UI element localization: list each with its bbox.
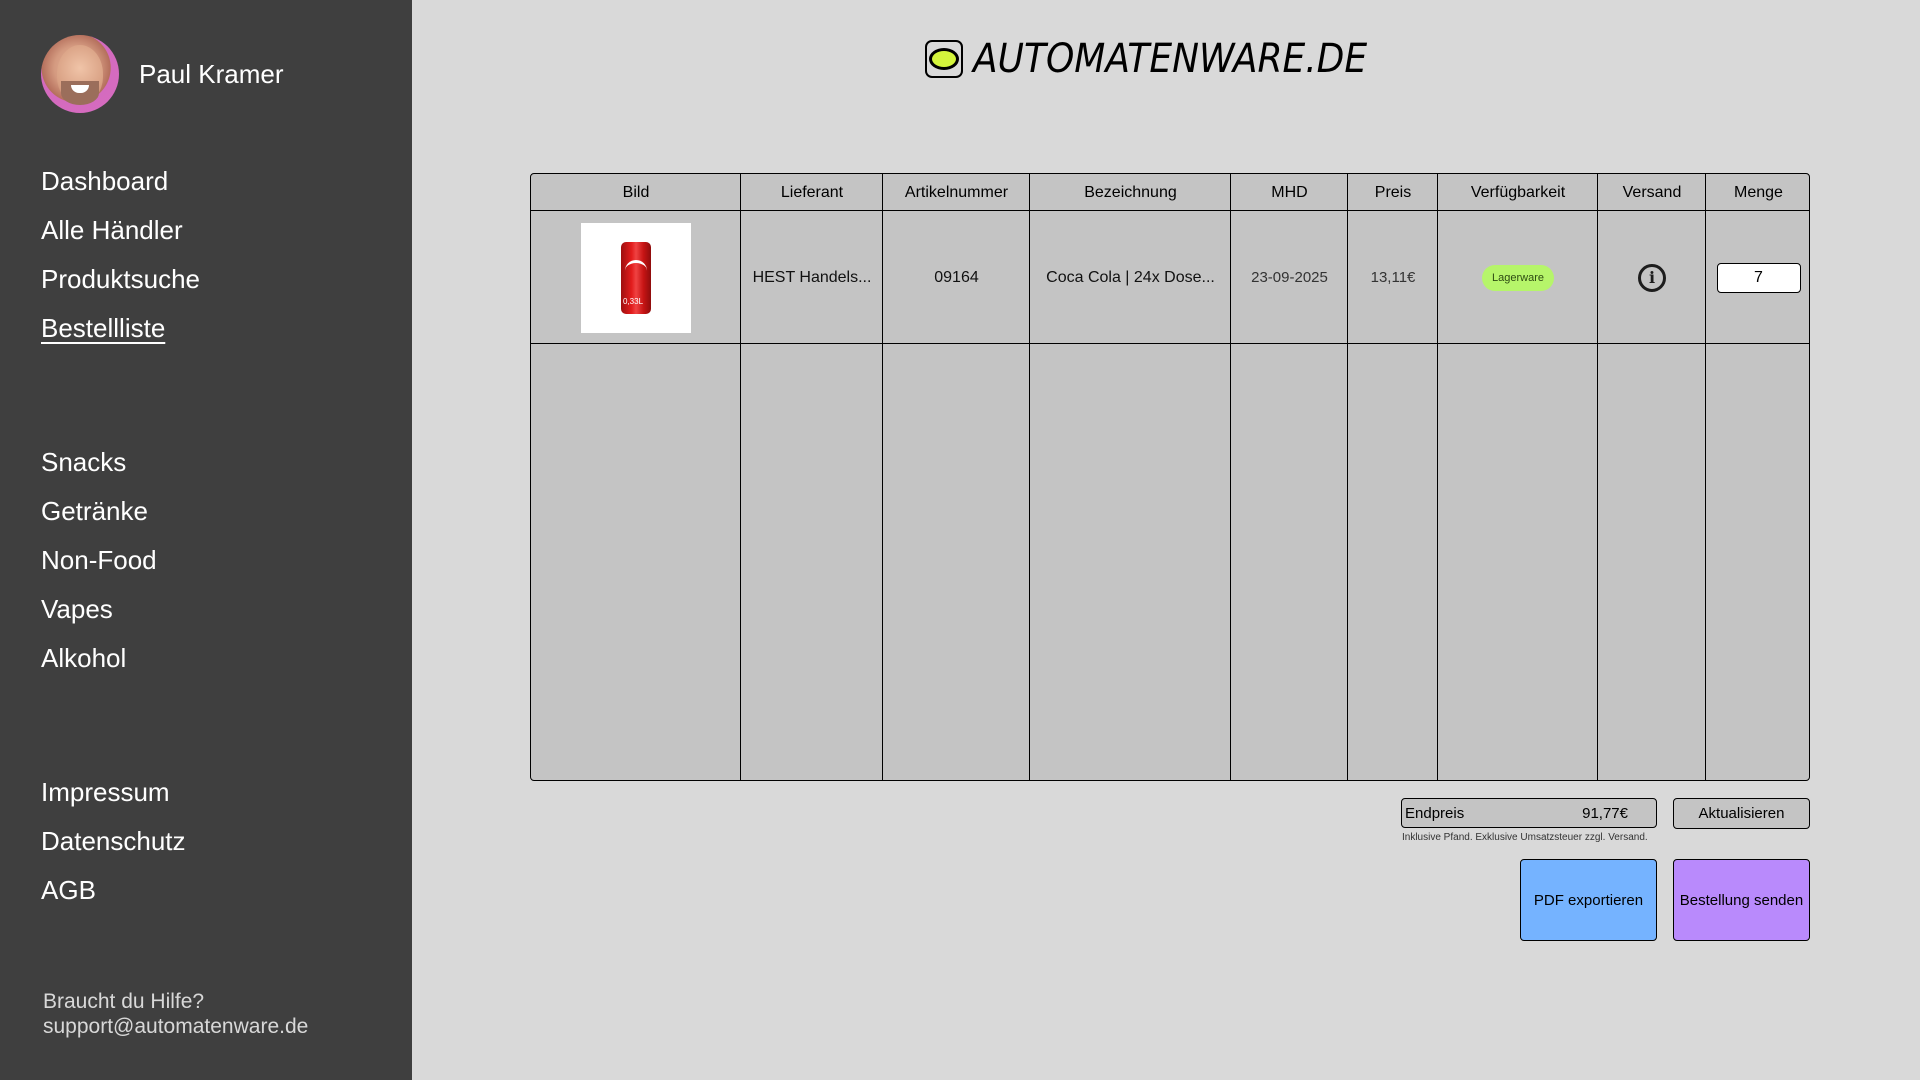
sidebar — [0, 0, 412, 1080]
total-price-value: 91,77€ — [1582, 804, 1628, 822]
help-text: Braucht du Hilfe? — [43, 990, 205, 1013]
availability-badge: Lagerware — [1482, 265, 1554, 291]
logo-text: AUTOMATENWARE.DE — [973, 36, 1368, 82]
cell-bezeichnung: Coca Cola | 24x Dose... — [1046, 268, 1215, 286]
nav-item-label: Alkohol — [41, 643, 127, 673]
column-header-lieferant: Lieferant — [780, 184, 844, 201]
total-price-box — [1401, 798, 1657, 828]
nav-item-alkohol[interactable] — [41, 634, 157, 683]
avatar[interactable] — [41, 35, 119, 113]
nav-item-getraenke[interactable] — [41, 487, 157, 536]
nav-item-label: Bestellliste — [41, 313, 166, 343]
nav-item-label: Non-Food — [41, 545, 157, 575]
column-header-preis: Preis — [1374, 184, 1412, 201]
nav-item-agb[interactable] — [41, 866, 186, 915]
nav-item-label: Getränke — [41, 496, 148, 526]
support-email-link[interactable]: support@automatenware.de — [43, 1015, 309, 1038]
quantity-input[interactable] — [1717, 263, 1801, 293]
info-icon[interactable]: i — [1638, 264, 1666, 292]
column-header-versand: Versand — [1622, 184, 1682, 201]
nav-item-vapes[interactable] — [41, 585, 157, 634]
price-note: Inklusive Pfand. Exklusive Umsatzsteuer zzgl. Versand. — [1402, 832, 1648, 843]
column-header-menge: Menge — [1734, 184, 1783, 201]
nav-item-produktsuche[interactable] — [41, 255, 200, 304]
column-header-verfuegbarkeit: Verfügbarkeit — [1470, 184, 1566, 201]
logo-icon — [925, 40, 963, 78]
total-price-label: Endpreis — [1405, 804, 1465, 822]
category-navigation — [41, 438, 157, 683]
brand-logo[interactable] — [925, 36, 1411, 82]
cell-lieferant: HEST Handels... — [752, 268, 872, 286]
cell-preis: 13,11€ — [1370, 269, 1416, 286]
user-profile[interactable] — [41, 35, 284, 113]
nav-item-snacks[interactable] — [41, 438, 157, 487]
nav-item-bestellliste[interactable] — [41, 304, 200, 353]
cell-mhd: 23-09-2025 — [1251, 269, 1328, 286]
can-volume-label: 0,33L — [623, 296, 644, 306]
nav-item-label: Snacks — [41, 447, 127, 477]
coke-can-icon — [621, 242, 651, 314]
help-contact — [43, 989, 308, 1039]
nav-item-label: Datenschutz — [41, 826, 186, 856]
cell-verfuegbarkeit — [1438, 211, 1598, 344]
user-name: Paul Kramer — [139, 58, 284, 89]
nav-item-label: AGB — [41, 875, 96, 905]
order-table — [530, 173, 1810, 781]
legal-navigation — [41, 768, 186, 915]
update-button[interactable]: Aktualisieren — [1673, 798, 1810, 829]
export-pdf-button[interactable]: PDF exportieren — [1520, 859, 1657, 941]
nav-item-alle-haendler[interactable] — [41, 206, 200, 255]
product-image[interactable] — [581, 223, 691, 333]
main-navigation — [41, 157, 200, 353]
nav-item-label: Produktsuche — [41, 264, 200, 294]
cell-artikelnummer: 09164 — [934, 268, 979, 286]
nav-item-label: Alle Händler — [41, 215, 183, 245]
cell-bild — [531, 211, 741, 344]
column-header-artikelnummer: Artikelnummer — [904, 184, 1009, 201]
nav-item-impressum[interactable] — [41, 768, 186, 817]
column-header-bild: Bild — [622, 184, 650, 201]
column-header-mhd: MHD — [1271, 184, 1308, 201]
cell-menge — [1706, 211, 1810, 344]
nav-item-label: Dashboard — [41, 166, 169, 196]
nav-item-datenschutz[interactable] — [41, 817, 186, 866]
cell-versand — [1598, 211, 1706, 344]
logo-dot — [929, 48, 959, 70]
nav-item-label: Vapes — [41, 594, 113, 624]
column-header-bezeichnung: Bezeichnung — [1084, 184, 1177, 201]
nav-item-dashboard[interactable] — [41, 157, 200, 206]
send-order-button[interactable]: Bestellung senden — [1673, 859, 1810, 941]
nav-item-label: Impressum — [41, 777, 170, 807]
nav-item-non-food[interactable] — [41, 536, 157, 585]
can-wave — [625, 260, 647, 281]
